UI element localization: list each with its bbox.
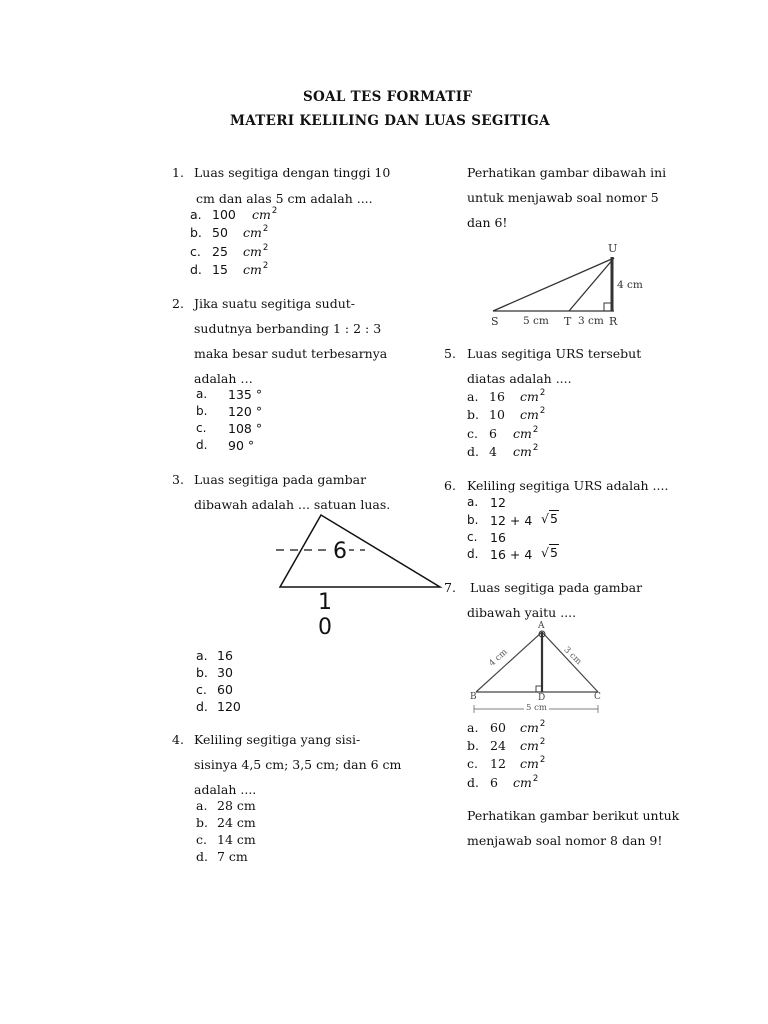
vertex-label-r: R (609, 315, 618, 328)
option-value: 12 + 4 (490, 513, 533, 528)
side-label-ac: 3 cm (561, 645, 584, 667)
option-letter: a. (467, 389, 479, 404)
option-letter: b. (196, 404, 208, 418)
base-label: 1 (318, 590, 332, 615)
option-value: 12 (490, 495, 506, 510)
option-value: 15 (212, 262, 228, 277)
option-letter: c. (467, 756, 478, 771)
question-text: adalah .... (194, 782, 257, 797)
option-letter: a. (196, 387, 208, 401)
worksheet-subtitle: MATERI KELILING DAN LUAS SEGITIGA (230, 113, 550, 129)
option-value: 12 (490, 756, 506, 771)
option-unit: $cm^2$ (513, 425, 539, 441)
side-ab (476, 632, 542, 692)
side-label-ur: 4 cm (617, 279, 643, 291)
option-value: 7 cm (217, 849, 248, 864)
option-unit: $cm^2$ (520, 755, 546, 771)
instruction-text: untuk menjawab soal nomor 5 (467, 190, 659, 205)
option-letter: a. (196, 648, 208, 663)
option-value: 14 cm (217, 832, 256, 847)
question-text: diatas adalah .... (467, 371, 572, 386)
option-value: 25 (212, 244, 228, 259)
option-unit: $cm^2$ (520, 719, 546, 735)
question-text: Luas segitiga dengan tinggi 10 (194, 165, 391, 180)
triangle-shape (280, 515, 440, 587)
worksheet-title: SOAL TES FORMATIF (303, 89, 473, 105)
option-unit: $cm^2$ (513, 443, 539, 459)
option-value: 28 cm (217, 798, 256, 813)
option-value: 120 (217, 699, 241, 714)
option-value: 120 ° (228, 404, 263, 419)
option-letter: b. (467, 513, 479, 527)
option-letter: d. (196, 849, 208, 864)
option-value: 16 (217, 648, 233, 663)
option-letter: a. (196, 798, 208, 813)
option-value: 108 ° (228, 421, 263, 436)
question-number: 7. (444, 580, 456, 595)
vertex-label-a: A (538, 621, 545, 631)
option-unit: $cm^2$ (252, 206, 278, 222)
option-unit: $cm^2$ (520, 406, 546, 422)
option-value: 16 (489, 389, 505, 404)
option-letter: c. (196, 421, 207, 435)
instruction-text: Perhatikan gambar dibawah ini (467, 165, 667, 180)
instruction-text: dan 6! (467, 215, 508, 230)
option-value: 6 (490, 775, 498, 790)
question-text: Luas segitiga pada gambar (194, 472, 367, 487)
question-number: 5. (444, 346, 456, 361)
question-number: 2. (172, 296, 184, 311)
question-text: sisinya 4,5 cm; 3,5 cm; dan 6 cm (194, 757, 402, 772)
option-letter: d. (196, 699, 208, 714)
vertex-label-c: C (594, 692, 601, 702)
option-value: 16 (490, 530, 506, 545)
option-letter: a. (467, 495, 479, 509)
vertex-label-s: S (491, 315, 499, 328)
option-value: 90 ° (228, 438, 255, 453)
option-letter: b. (196, 815, 208, 830)
side-label-bc: 5 cm (526, 703, 547, 713)
option-letter: a. (467, 720, 479, 735)
option-value: 24 (490, 738, 506, 753)
question-text: dibawah adalah ... satuan luas. (194, 497, 391, 512)
question-text: Luas segitiga URS tersebut (467, 346, 642, 361)
option-unit: $cm^2$ (520, 737, 546, 753)
sqrt-expression: √5 (541, 511, 558, 526)
vertex-label-d: D (538, 693, 546, 703)
vertex-label-b: B (470, 692, 477, 702)
option-letter: b. (190, 225, 202, 240)
option-value: 16 + 4 (490, 547, 533, 562)
option-value: 135 ° (228, 387, 263, 402)
option-letter: d. (467, 444, 479, 459)
option-value: 100 (212, 207, 236, 222)
side-su (493, 258, 614, 311)
option-letter: d. (467, 775, 479, 790)
option-value: 10 (489, 407, 505, 422)
question-number: 6. (444, 478, 456, 493)
question-number: 1. (172, 165, 184, 180)
option-letter: a. (190, 207, 202, 222)
question-text: Jika suatu segitiga sudut- (194, 296, 355, 311)
option-letter: c. (467, 530, 478, 544)
side-label-st: 5 cm (523, 315, 549, 327)
option-unit: $cm^2$ (513, 774, 539, 790)
option-unit: $cm^2$ (243, 261, 269, 277)
option-letter: b. (467, 738, 479, 753)
question-text: Keliling segitiga URS adalah .... (467, 478, 669, 493)
option-letter: c. (467, 426, 478, 441)
height-label: 6 (333, 539, 347, 564)
side-label-ab: 4 cm (487, 647, 510, 669)
option-value: 24 cm (217, 815, 256, 830)
question-text: Luas segitiga pada gambar (470, 580, 643, 595)
option-value: 60 (217, 682, 233, 697)
option-letter: b. (196, 665, 208, 680)
option-letter: d. (190, 262, 202, 277)
option-letter: c. (190, 244, 201, 259)
triangle-figure-q3 (270, 510, 470, 590)
option-value: 6 (489, 426, 497, 441)
vertex-label-t: T (564, 315, 572, 328)
question-text: sudutnya berbanding 1 : 2 : 3 (194, 321, 382, 336)
base-label: 0 (318, 615, 332, 640)
option-letter: c. (196, 682, 207, 697)
question-text: Keliling segitiga yang sisi- (194, 732, 361, 747)
option-value: 4 (489, 444, 497, 459)
vertex-label-u: U (608, 242, 618, 255)
question-text: cm dan alas 5 cm adalah .... (196, 191, 373, 206)
option-value: 30 (217, 665, 233, 680)
option-unit: $cm^2$ (243, 224, 269, 240)
instruction-text: menjawab soal nomor 8 dan 9! (467, 833, 663, 848)
instruction-text: Perhatikan gambar berikut untuk (467, 808, 680, 823)
option-letter: c. (196, 832, 207, 847)
side-label-tr: 3 cm (578, 315, 604, 327)
question-text: dibawah yaitu .... (467, 605, 577, 620)
question-text: maka besar sudut terbesarnya (194, 346, 388, 361)
question-number: 4. (172, 732, 184, 747)
option-value: 50 (212, 225, 228, 240)
side-ac (542, 632, 598, 692)
option-unit: $cm^2$ (243, 243, 269, 259)
option-letter: b. (467, 407, 479, 422)
sqrt-expression: √5 (541, 545, 558, 560)
option-value: 60 (490, 720, 506, 735)
question-number: 3. (172, 472, 184, 487)
option-letter: d. (196, 438, 208, 452)
option-unit: $cm^2$ (520, 388, 546, 404)
option-letter: d. (467, 547, 479, 561)
question-text: adalah … (194, 371, 253, 386)
